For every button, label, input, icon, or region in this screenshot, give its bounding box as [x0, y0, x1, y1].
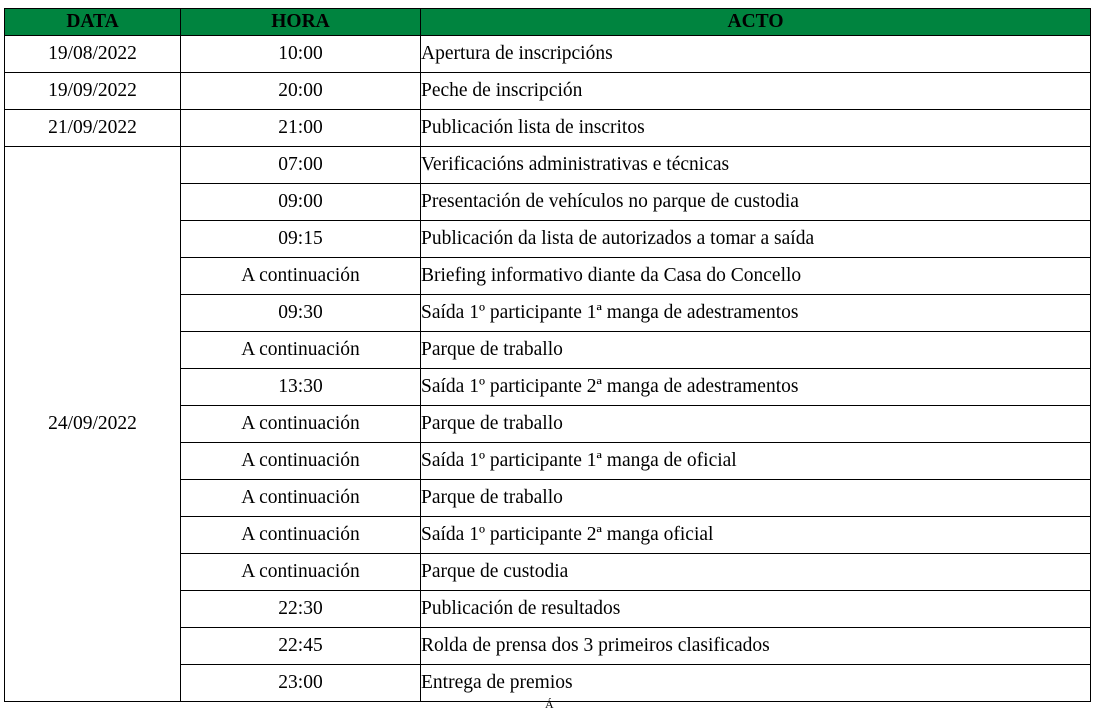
acto-cell: Rolda de prensa dos 3 primeiros clasificados — [421, 628, 1091, 665]
acto-cell: Parque de traballo — [421, 332, 1091, 369]
hora-cell: A continuación — [181, 332, 421, 369]
table-row — [5, 36, 1091, 73]
data-cell: 21/09/2022 — [5, 110, 181, 147]
hora-cell: 07:00 — [181, 147, 421, 184]
data-cell: 19/08/2022 — [5, 36, 181, 73]
hora-cell: A continuación — [181, 406, 421, 443]
acto-cell: Publicación lista de inscritos — [421, 110, 1091, 147]
hora-cell: 22:30 — [181, 591, 421, 628]
hora-cell: A continuación — [181, 517, 421, 554]
schedule-table — [4, 8, 1091, 702]
hora-cell: 13:30 — [181, 369, 421, 406]
hora-cell: 09:30 — [181, 295, 421, 332]
column-header-hora: HORA — [181, 9, 421, 36]
footer-mark: Á — [545, 697, 554, 711]
acto-cell: Publicación da lista de autorizados a tomar a saída — [421, 221, 1091, 258]
hora-cell: 09:00 — [181, 184, 421, 221]
hora-cell: A continuación — [181, 443, 421, 480]
acto-cell: Parque de traballo — [421, 480, 1091, 517]
acto-cell: Presentación de vehículos no parque de custodia — [421, 184, 1091, 221]
acto-cell: Peche de inscripción — [421, 73, 1091, 110]
hora-cell: 21:00 — [181, 110, 421, 147]
hora-cell: 22:45 — [181, 628, 421, 665]
acto-cell: Publicación de resultados — [421, 591, 1091, 628]
table-row — [5, 110, 1091, 147]
hora-cell: 10:00 — [181, 36, 421, 73]
column-header-acto: ACTO — [421, 9, 1091, 36]
acto-cell: Saída 1º participante 2ª manga de adestramentos — [421, 369, 1091, 406]
acto-cell: Verificacións administrativas e técnicas — [421, 147, 1091, 184]
table-row — [5, 147, 1091, 184]
acto-cell: Apertura de inscripcións — [421, 36, 1091, 73]
hora-cell: A continuación — [181, 258, 421, 295]
acto-cell: Saída 1º participante 2ª manga oficial — [421, 517, 1091, 554]
column-header-data: DATA — [5, 9, 181, 36]
hora-cell: 09:15 — [181, 221, 421, 258]
hora-cell: A continuación — [181, 554, 421, 591]
acto-cell: Briefing informativo diante da Casa do Concello — [421, 258, 1091, 295]
hora-cell: 20:00 — [181, 73, 421, 110]
table-row — [5, 73, 1091, 110]
acto-cell: Saída 1º participante 1ª manga de oficial — [421, 443, 1091, 480]
hora-cell: A continuación — [181, 480, 421, 517]
acto-cell: Entrega de premios — [421, 665, 1091, 702]
acto-cell: Saída 1º participante 1ª manga de adestramentos — [421, 295, 1091, 332]
acto-cell: Parque de traballo — [421, 406, 1091, 443]
data-cell: 19/09/2022 — [5, 73, 181, 110]
table-header-row — [5, 9, 1091, 36]
hora-cell: 23:00 — [181, 665, 421, 702]
acto-cell: Parque de custodia — [421, 554, 1091, 591]
data-cell-merged: 24/09/2022 — [5, 147, 181, 702]
